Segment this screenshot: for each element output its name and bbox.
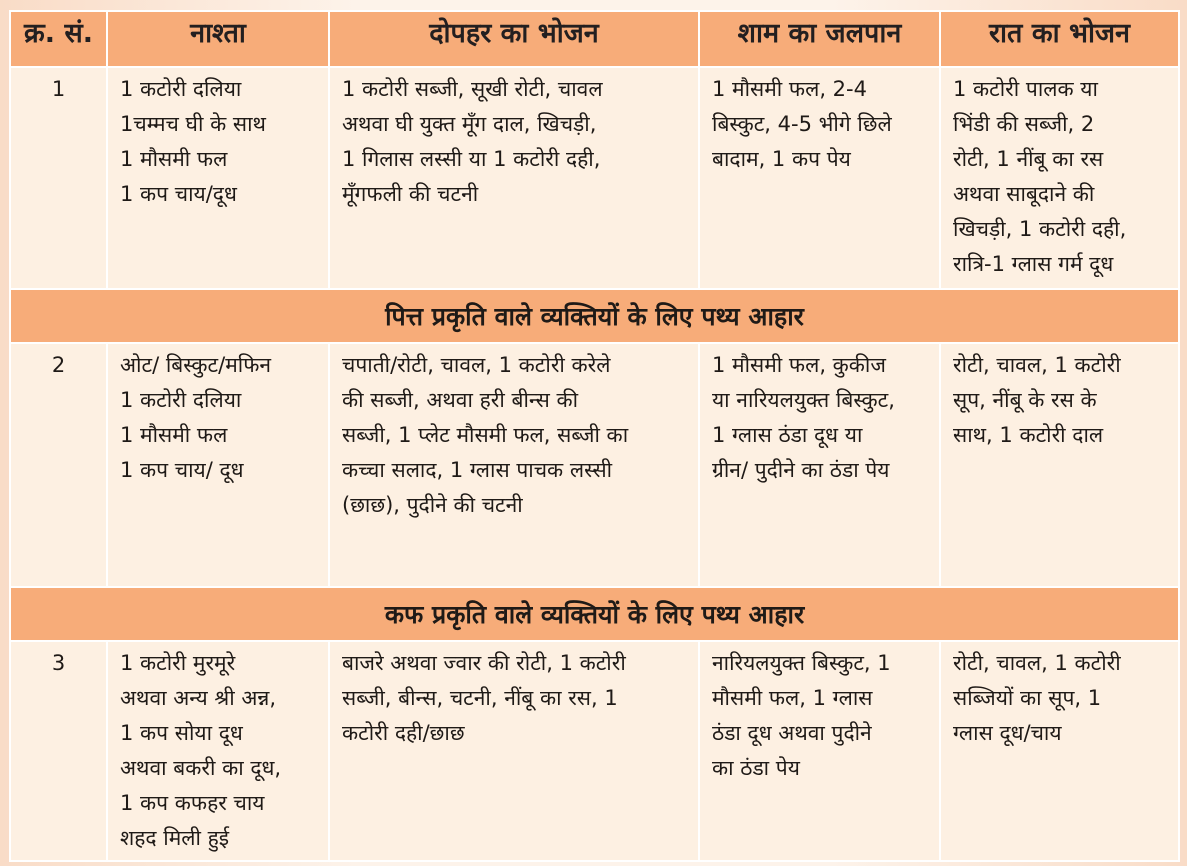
cell-line: साथ, 1 कटोरी दाल	[953, 423, 1104, 447]
cell-line: शहद मिली हुई	[120, 826, 230, 850]
cell-line: (छाछ), पुदीने की चटनी	[342, 493, 523, 517]
row-sn: 3	[10, 641, 107, 861]
cell-dopahar	[329, 641, 699, 861]
cell-line: कच्चा सलाद, 1 ग्लास पाचक लस्सी	[342, 458, 613, 482]
cell-line: 1 मौसमी फल	[120, 147, 228, 171]
cell-dopahar	[329, 343, 699, 587]
cell-line: रोटी, चावल, 1 कटोरी	[953, 353, 1121, 377]
header-row	[10, 11, 1179, 67]
table-row	[10, 67, 1179, 289]
cell-line: बिस्कुट, 4-5 भीगे छिले	[712, 112, 892, 136]
diet-table	[9, 10, 1180, 862]
cell-line: ग्लास दूध/चाय	[953, 721, 1062, 745]
cell-nashta	[107, 343, 329, 587]
cell-line: ओट/ बिस्कुट/मफिन	[120, 353, 272, 377]
cell-line: कटोरी दही/छाछ	[342, 721, 465, 745]
cell-nashta	[107, 641, 329, 861]
row-sn: 1	[10, 67, 107, 289]
cell-line: की सब्जी, अथवा हरी बीन्स की	[342, 388, 579, 412]
cell-line: 1 ग्लास ठंडा दूध या	[712, 423, 863, 447]
cell-line: रात्रि-1 ग्लास गर्म दूध	[953, 252, 1114, 276]
section-row-kapha	[10, 587, 1179, 641]
cell-raat	[940, 641, 1179, 861]
cell-line: मूँगफली की चटनी	[342, 182, 479, 206]
header-dopahar: दोपहर का भोजन	[329, 11, 699, 67]
cell-raat	[940, 343, 1179, 587]
section-title: पित्त प्रकृति वाले व्यक्तियों के लिए पथ्य आहार	[10, 289, 1179, 343]
cell-line: का ठंडा पेय	[712, 756, 800, 780]
cell-nashta	[107, 67, 329, 289]
cell-sham	[699, 67, 940, 289]
cell-line: 1 मौसमी फल	[120, 423, 228, 447]
section-row-pitta	[10, 289, 1179, 343]
cell-line: अथवा अन्य श्री अन्न,	[120, 686, 277, 710]
row-sn: 2	[10, 343, 107, 587]
cell-line: मौसमी फल, 1 ग्लास	[712, 686, 873, 710]
cell-line: सब्जी, 1 प्लेट मौसमी फल, सब्जी का	[342, 423, 629, 447]
header-sham: शाम का जलपान	[699, 11, 940, 67]
cell-line: ग्रीन/ पुदीने का ठंडा पेय	[712, 458, 890, 482]
cell-line: 1 मौसमी फल, 2-4	[712, 77, 867, 101]
header-nashta: नाश्ता	[107, 11, 329, 67]
header-sn: क्र. सं.	[10, 11, 107, 67]
cell-line: या नारियलयुक्त बिस्कुट,	[712, 388, 895, 412]
cell-raat	[940, 67, 1179, 289]
cell-line: रोटी, चावल, 1 कटोरी	[953, 651, 1121, 675]
header-raat: रात का भोजन	[940, 11, 1179, 67]
cell-line: बाजरे अथवा ज्वार की रोटी, 1 कटोरी	[342, 651, 626, 675]
cell-line: ठंडा दूध अथवा पुदीने	[712, 721, 872, 745]
cell-line: 1 कटोरी दलिया	[120, 388, 242, 412]
cell-line: सब्जियों का सूप, 1	[953, 686, 1102, 710]
cell-line: बादाम, 1 कप पेय	[712, 147, 851, 171]
cell-line: अथवा घी युक्त मूँग दाल, खिचड़ी,	[342, 112, 597, 136]
cell-line: 1 कटोरी पालक या	[953, 77, 1098, 101]
cell-line: अथवा बकरी का दूध,	[120, 756, 282, 780]
cell-sham	[699, 343, 940, 587]
cell-line: 1चम्मच घी के साथ	[120, 112, 266, 136]
section-title: कफ प्रकृति वाले व्यक्तियों के लिए पथ्य आहार	[10, 587, 1179, 641]
cell-dopahar	[329, 67, 699, 289]
cell-line: नारियलयुक्त बिस्कुट, 1	[712, 651, 891, 675]
cell-line: सब्जी, बीन्स, चटनी, नींबू का रस, 1	[342, 686, 618, 710]
cell-line: 1 गिलास लस्सी या 1 कटोरी दही,	[342, 147, 601, 171]
cell-line: 1 कटोरी मुरमूरे	[120, 651, 236, 675]
cell-line: रोटी, 1 नींबू का रस	[953, 147, 1104, 171]
cell-line: खिचड़ी, 1 कटोरी दही,	[953, 217, 1127, 241]
cell-line: भिंडी की सब्जी, 2	[953, 112, 1095, 136]
table-row	[10, 641, 1179, 861]
cell-line: चपाती/रोटी, चावल, 1 कटोरी करेले	[342, 353, 611, 377]
cell-line: 1 मौसमी फल, कुकीज	[712, 353, 886, 377]
cell-line: 1 कप चाय/ दूध	[120, 458, 244, 482]
cell-line: अथवा साबूदाने की	[953, 182, 1095, 206]
cell-line: 1 कप सोया दूध	[120, 721, 243, 745]
cell-line: सूप, नींबू के रस के	[953, 388, 1097, 412]
cell-line: 1 कप कफहर चाय	[120, 791, 265, 815]
table-row	[10, 343, 1179, 587]
cell-sham	[699, 641, 940, 861]
cell-line: 1 कटोरी दलिया	[120, 77, 242, 101]
cell-line: 1 कप चाय/दूध	[120, 182, 237, 206]
cell-line: 1 कटोरी सब्जी, सूखी रोटी, चावल	[342, 77, 603, 101]
